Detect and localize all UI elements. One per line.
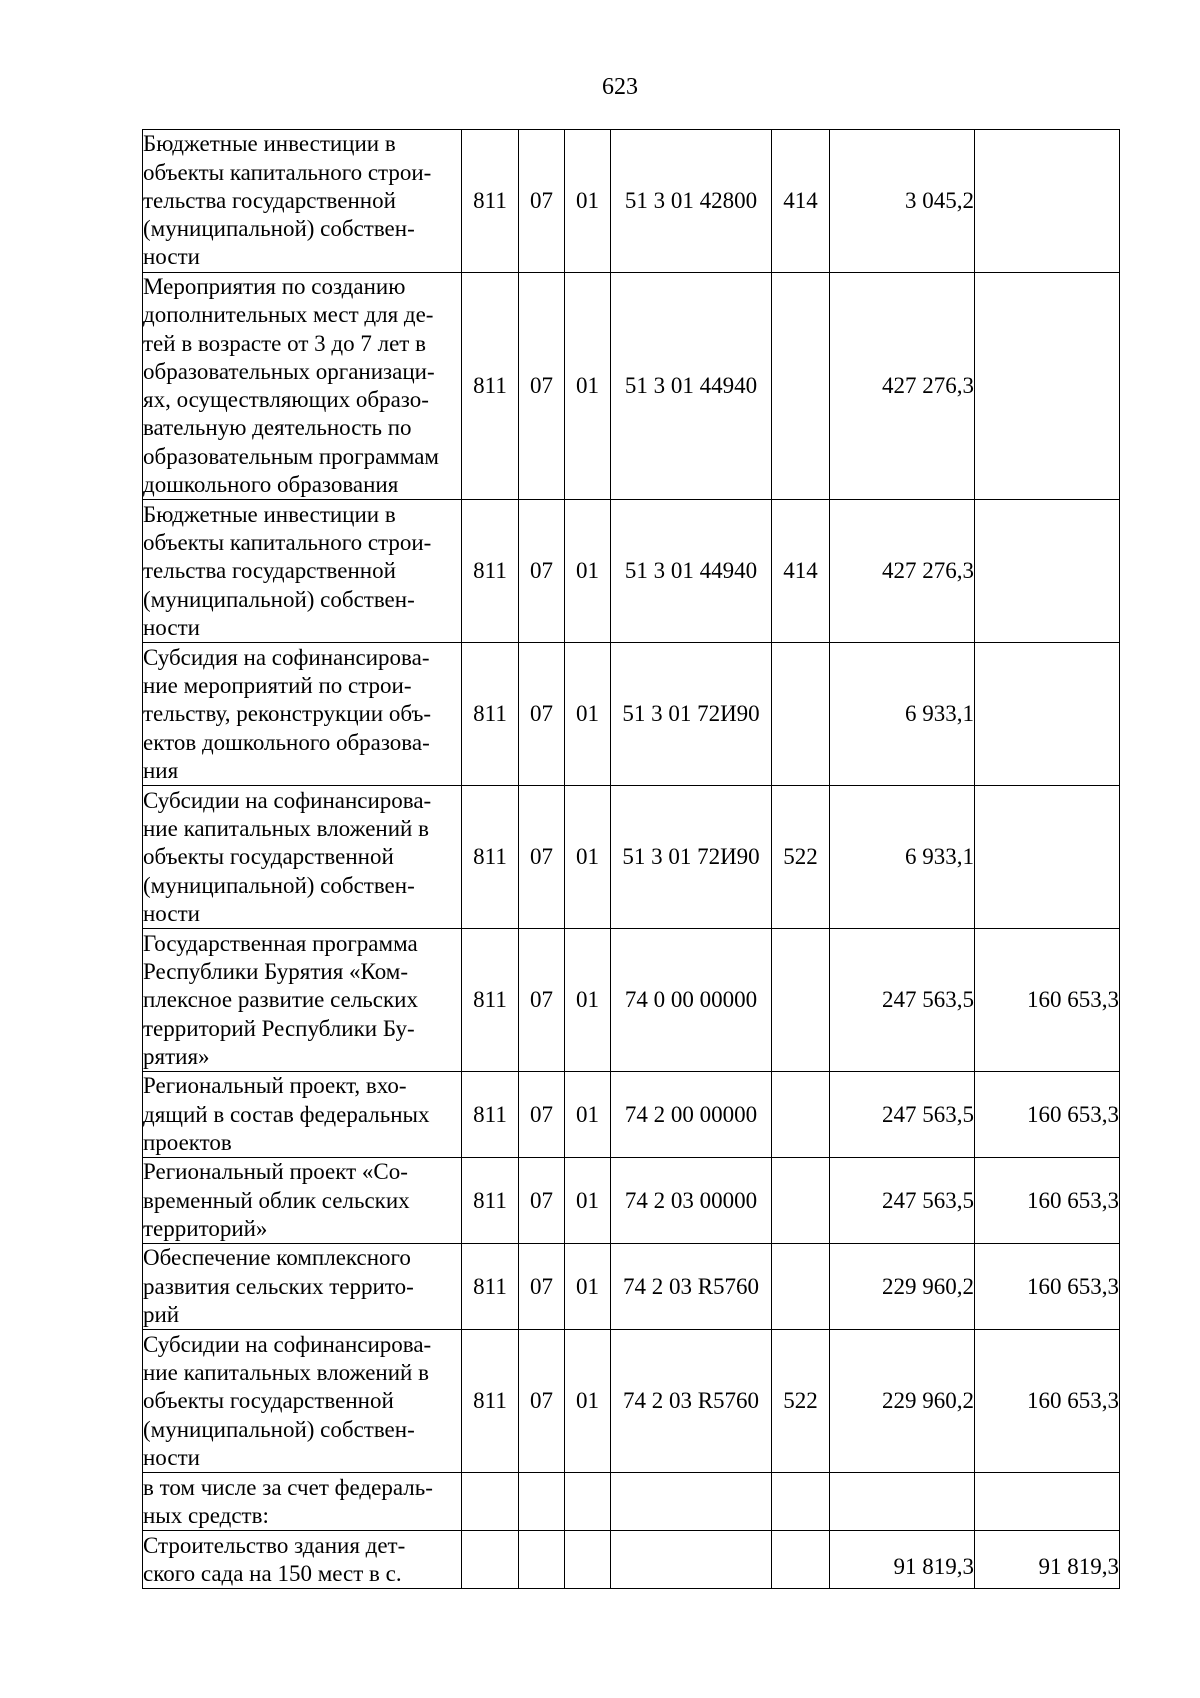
target-article-value: 74 2 03 00000 (624, 1187, 758, 1213)
item-name-cell (143, 786, 462, 929)
page-number: 623 (602, 74, 638, 100)
expense-type-value: 414 (783, 558, 818, 584)
grbs-code-cell (462, 929, 519, 1072)
grbs-code-cell (462, 1072, 519, 1158)
grbs-code-cell (462, 273, 519, 500)
item-name-cell (143, 1531, 462, 1589)
item-name-line: территорий» (143, 1216, 268, 1242)
amount-cell-1 (830, 929, 975, 1072)
item-name-cell (143, 643, 462, 786)
item-name-line: Субсидии на софинансирова- (143, 1331, 432, 1357)
amount-value-1: 427 276,3 (882, 558, 974, 584)
target-article-cell (611, 1158, 772, 1244)
item-name-cell (143, 929, 462, 1072)
item-name-line: тельства государственной (143, 187, 396, 213)
section-code-value: 07 (530, 1388, 553, 1414)
target-article-cell (611, 1072, 772, 1158)
grbs-code-cell (462, 1473, 519, 1531)
amount-value-1: 247 563,5 (882, 987, 974, 1013)
item-name-line: ние капитальных вложений в (143, 815, 429, 841)
amount-value-1: 247 563,5 (882, 1187, 974, 1213)
amount-value-1: 229 960,2 (882, 1388, 974, 1414)
item-name-line: объекты капитального строи- (143, 159, 432, 185)
subsection-code-value: 01 (576, 987, 599, 1013)
item-name-line: образовательных организаци- (143, 358, 435, 384)
amount-value-1: 6 933,1 (905, 844, 974, 870)
subsection-code-cell (565, 1473, 611, 1531)
grbs-code-value: 811 (473, 701, 507, 727)
grbs-code-value (462, 1553, 518, 1567)
item-name-line: ности (143, 900, 200, 926)
item-name-line: рий (143, 1302, 180, 1328)
item-name-line: территорий Республики Бу- (143, 1015, 415, 1041)
amount-cell-2 (975, 130, 1120, 273)
subsection-code-value (565, 1553, 610, 1567)
grbs-code-value: 811 (473, 844, 507, 870)
item-name-cell (143, 1072, 462, 1158)
target-article-value: 74 2 03 R5760 (622, 1388, 760, 1414)
expense-type-cell (772, 1158, 830, 1244)
item-name-line: объекты государственной (143, 1388, 394, 1414)
item-name-line: развития сельских террито- (143, 1273, 414, 1299)
subsection-code-value: 01 (576, 701, 599, 727)
amount-value-1: 6 933,1 (905, 701, 974, 727)
table-row (143, 1473, 1120, 1531)
grbs-code-value: 811 (473, 987, 507, 1013)
expense-type-cell (772, 643, 830, 786)
item-name-line: ние мероприятий по строи- (143, 672, 412, 698)
item-name-cell (143, 273, 462, 500)
amount-cell-2 (975, 1473, 1120, 1531)
amount-cell-2 (975, 643, 1120, 786)
grbs-code-cell (462, 1330, 519, 1473)
target-article-value: 74 0 00 00000 (624, 987, 758, 1013)
amount-value-2: 91 819,3 (1038, 1553, 1119, 1579)
target-article-cell (611, 273, 772, 500)
item-name-line: Субсидия на софинансирова- (143, 644, 430, 670)
section-code-cell (519, 786, 565, 929)
section-code-cell (519, 273, 565, 500)
amount-value-2: 160 653,3 (1027, 1273, 1119, 1299)
section-code-cell (519, 1158, 565, 1244)
target-article-cell (611, 786, 772, 929)
amount-cell-1 (830, 1330, 975, 1473)
item-name-line: Бюджетные инвестиции в (143, 501, 396, 527)
section-code-cell (519, 130, 565, 273)
item-name-line: ние капитальных вложений в (143, 1359, 429, 1385)
amount-value-1: 427 276,3 (882, 373, 974, 399)
grbs-code-cell (462, 130, 519, 273)
grbs-code-value: 811 (473, 187, 507, 213)
item-name-cell (143, 1244, 462, 1330)
target-article-cell (611, 130, 772, 273)
item-name-line: плексное развитие сельских (143, 987, 418, 1013)
amount-cell-1 (830, 643, 975, 786)
amount-cell-1 (830, 1473, 975, 1531)
amount-cell-1 (830, 130, 975, 273)
item-name-line: Региональный проект «Со- (143, 1159, 408, 1185)
section-code-value: 07 (530, 558, 553, 584)
item-name-cell (143, 1473, 462, 1531)
section-code-cell (519, 1244, 565, 1330)
grbs-code-cell (462, 1531, 519, 1589)
amount-value-1: 3 045,2 (905, 187, 974, 213)
target-article-value: 51 3 01 44940 (624, 558, 758, 584)
section-code-cell (519, 1330, 565, 1473)
grbs-code-cell (462, 1158, 519, 1244)
expense-type-cell (772, 786, 830, 929)
amount-value-2: 160 653,3 (1027, 987, 1119, 1013)
item-name-line: ности (143, 244, 200, 270)
section-code-cell (519, 929, 565, 1072)
item-name-line: временный облик сельских (143, 1187, 410, 1213)
table-row (143, 500, 1120, 643)
section-code-value: 07 (530, 373, 553, 399)
table-row (143, 1244, 1120, 1330)
section-code-cell (519, 1072, 565, 1158)
item-name-line: ных средств: (143, 1502, 269, 1528)
item-name-line: Государственная программа (143, 930, 418, 956)
target-article-value: 51 3 01 72И90 (622, 701, 760, 727)
target-article-value: 51 3 01 72И90 (622, 844, 760, 870)
section-code-cell (519, 1531, 565, 1589)
grbs-code-value: 811 (473, 558, 507, 584)
grbs-code-value: 811 (473, 1388, 507, 1414)
table-row (143, 643, 1120, 786)
subsection-code-cell (565, 786, 611, 929)
grbs-code-cell (462, 1244, 519, 1330)
amount-value-2: 160 653,3 (1027, 1388, 1119, 1414)
item-name-line: ского сада на 150 мест в с. (143, 1560, 402, 1586)
amount-cell-1 (830, 273, 975, 500)
target-article-value (611, 1553, 771, 1567)
item-name-line: объекты капитального строи- (143, 529, 432, 555)
expense-type-value: 414 (783, 187, 818, 213)
amount-value-1: 91 819,3 (893, 1553, 974, 1579)
subsection-code-value: 01 (576, 1388, 599, 1414)
section-code-value (519, 1553, 564, 1567)
item-name-line: (муниципальной) собствен- (143, 216, 415, 242)
item-name-line: ектов дошкольного образова- (143, 729, 430, 755)
target-article-value: 74 2 00 00000 (624, 1101, 758, 1127)
budget-table (142, 129, 1120, 1589)
section-code-value: 07 (530, 987, 553, 1013)
item-name-line: (муниципальной) собствен- (143, 1416, 415, 1442)
subsection-code-cell (565, 929, 611, 1072)
item-name-line: Республики Бурятия «Ком- (143, 958, 409, 984)
item-name-cell (143, 1158, 462, 1244)
item-name-line: в том числе за счет федераль- (143, 1474, 433, 1500)
target-article-cell (611, 1531, 772, 1589)
subsection-code-cell (565, 1072, 611, 1158)
amount-value-1: 229 960,2 (882, 1273, 974, 1299)
grbs-code-cell (462, 786, 519, 929)
item-name-line: дошкольного образования (143, 472, 399, 498)
expense-type-cell (772, 500, 830, 643)
subsection-code-cell (565, 500, 611, 643)
expense-type-cell (772, 1473, 830, 1531)
amount-cell-1 (830, 1244, 975, 1330)
item-name-line: Региональный проект, вхо- (143, 1073, 407, 1099)
amount-value-2: 160 653,3 (1027, 1101, 1119, 1127)
expense-type-value: 522 (783, 1388, 818, 1414)
subsection-code-value: 01 (576, 373, 599, 399)
amount-cell-1 (830, 1158, 975, 1244)
table-row (143, 273, 1120, 500)
item-name-line: дополнительных мест для де- (143, 302, 434, 328)
section-code-value: 07 (530, 844, 553, 870)
item-name-line: тельству, реконструкции объ- (143, 701, 432, 727)
table-row (143, 130, 1120, 273)
item-name-line: вательную деятельность по (143, 415, 412, 441)
target-article-cell (611, 1330, 772, 1473)
section-code-cell (519, 500, 565, 643)
item-name-cell (143, 500, 462, 643)
target-article-cell (611, 643, 772, 786)
amount-cell-2 (975, 273, 1120, 500)
section-code-value: 07 (530, 1187, 553, 1213)
subsection-code-value: 01 (576, 1273, 599, 1299)
subsection-code-value: 01 (576, 558, 599, 584)
amount-cell-2 (975, 1531, 1120, 1589)
subsection-code-value: 01 (576, 1101, 599, 1127)
subsection-code-cell (565, 273, 611, 500)
amount-cell-1 (830, 1531, 975, 1589)
item-name-line: Мероприятия по созданию (143, 274, 406, 299)
expense-type-cell (772, 1072, 830, 1158)
target-article-cell (611, 929, 772, 1072)
subsection-code-cell (565, 1244, 611, 1330)
expense-type-cell (772, 130, 830, 273)
expense-type-cell (772, 929, 830, 1072)
expense-type-value (772, 1553, 829, 1567)
grbs-code-value: 811 (473, 1187, 507, 1213)
item-name-line: ности (143, 1444, 200, 1470)
target-article-value: 51 3 01 42800 (624, 187, 758, 213)
table-row (143, 786, 1120, 929)
item-name-line: образовательным программам (143, 443, 439, 469)
amount-cell-2 (975, 500, 1120, 643)
amount-cell-2 (975, 929, 1120, 1072)
section-code-value: 07 (530, 1101, 553, 1127)
subsection-code-value: 01 (576, 844, 599, 870)
table-row (143, 929, 1120, 1072)
item-name-line: проектов (143, 1130, 232, 1156)
target-article-value: 74 2 03 R5760 (622, 1273, 760, 1299)
expense-type-value: 522 (783, 844, 818, 870)
section-code-cell (519, 643, 565, 786)
item-name-line: Субсидии на софинансирова- (143, 787, 432, 813)
item-name-cell (143, 1330, 462, 1473)
target-article-cell (611, 500, 772, 643)
subsection-code-cell (565, 1158, 611, 1244)
subsection-code-cell (565, 1531, 611, 1589)
grbs-code-cell (462, 643, 519, 786)
item-name-line: дящий в состав федеральных (143, 1101, 430, 1127)
item-name-line: (муниципальной) собствен- (143, 586, 415, 612)
subsection-code-cell (565, 643, 611, 786)
expense-type-cell (772, 1531, 830, 1589)
item-name-line: ния (143, 757, 179, 783)
amount-cell-1 (830, 786, 975, 929)
grbs-code-value: 811 (473, 1101, 507, 1127)
item-name-line: тей в возрасте от 3 до 7 лет в (143, 330, 426, 356)
subsection-code-cell (565, 130, 611, 273)
section-code-value: 07 (530, 1273, 553, 1299)
item-name-cell (143, 130, 462, 273)
expense-type-cell (772, 1330, 830, 1473)
target-article-value: 51 3 01 44940 (624, 373, 758, 399)
expense-type-cell (772, 273, 830, 500)
section-code-value: 07 (530, 187, 553, 213)
item-name-line: (муниципальной) собствен- (143, 872, 415, 898)
amount-cell-2 (975, 1330, 1120, 1473)
item-name-line: ях, осуществляющих образо- (143, 387, 429, 413)
item-name-line: Обеспечение комплексного (143, 1245, 411, 1271)
table-row (143, 1072, 1120, 1158)
table-row (143, 1330, 1120, 1473)
amount-cell-2 (975, 1158, 1120, 1244)
section-code-value: 07 (530, 701, 553, 727)
grbs-code-value: 811 (473, 1273, 507, 1299)
target-article-cell (611, 1244, 772, 1330)
subsection-code-cell (565, 1330, 611, 1473)
item-name-line: объекты государственной (143, 844, 394, 870)
item-name-line: Строительство здания дет- (143, 1532, 406, 1558)
amount-value-1: 247 563,5 (882, 1101, 974, 1127)
amount-cell-2 (975, 786, 1120, 929)
target-article-cell (611, 1473, 772, 1531)
grbs-code-cell (462, 500, 519, 643)
amount-cell-1 (830, 1072, 975, 1158)
table-row (143, 1531, 1120, 1589)
section-code-cell (519, 1473, 565, 1531)
item-name-line: рятия» (143, 1043, 210, 1069)
amount-cell-2 (975, 1072, 1120, 1158)
table-row (143, 1158, 1120, 1244)
budget-table-body (143, 130, 1120, 1589)
grbs-code-value: 811 (473, 373, 507, 399)
item-name-line: тельства государственной (143, 558, 396, 584)
subsection-code-value: 01 (576, 187, 599, 213)
expense-type-cell (772, 1244, 830, 1330)
item-name-line: Бюджетные инвестиции в (143, 131, 396, 157)
amount-cell-1 (830, 500, 975, 643)
subsection-code-value: 01 (576, 1187, 599, 1213)
item-name-line: ности (143, 614, 200, 640)
amount-value-2: 160 653,3 (1027, 1187, 1119, 1213)
amount-cell-2 (975, 1244, 1120, 1330)
